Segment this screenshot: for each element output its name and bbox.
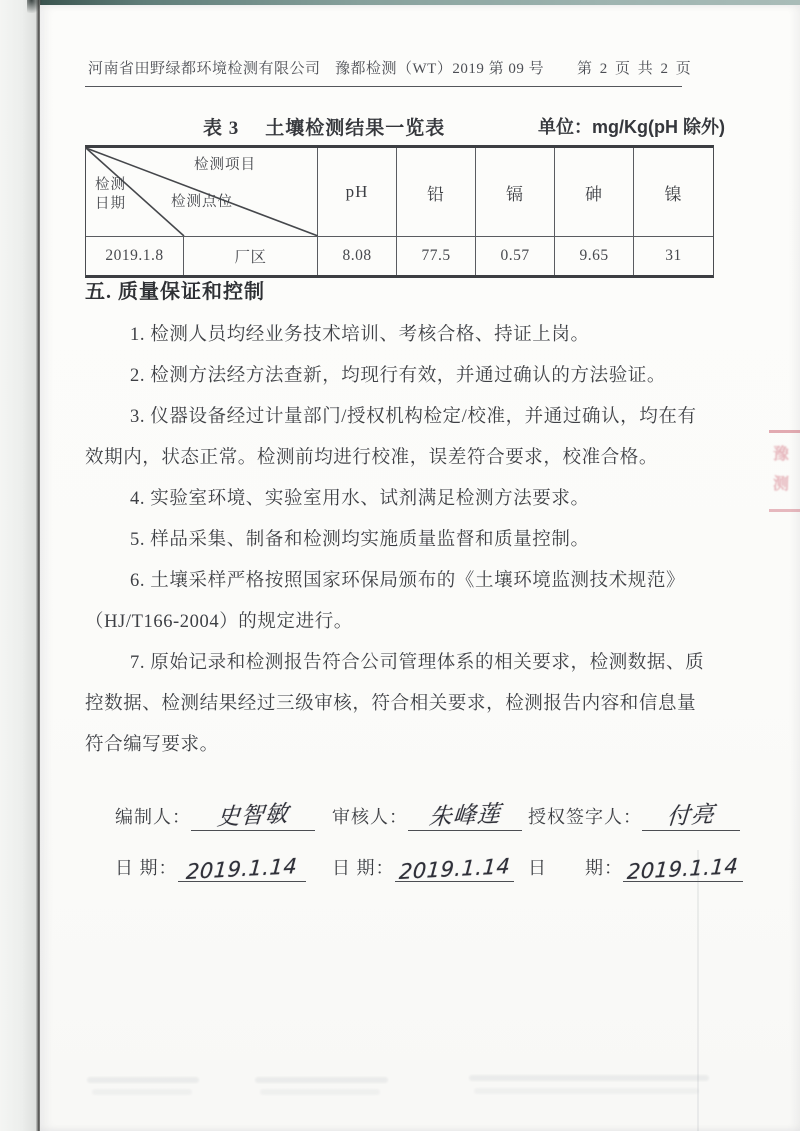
preparer-signature-line xyxy=(191,797,315,831)
cell-arsenic-value: 9.65 xyxy=(555,237,634,275)
authorizer-date-label: 日 期： xyxy=(528,858,623,878)
body-line: 效期内，状态正常。检测前均进行校准，误差符合要求，校准合格。 xyxy=(85,448,659,468)
bleedthrough-smudge xyxy=(92,1089,192,1095)
quality-section xyxy=(85,277,725,766)
authorizer-date: 2019.1.14 xyxy=(626,854,740,884)
bleedthrough-smudge xyxy=(87,1077,199,1083)
table-caption-row xyxy=(85,113,725,141)
body-line: 3. 仪器设备经过计量部门/授权机构检定/校准，并通过确认，均在有 xyxy=(130,407,697,427)
cell-location: 厂区 xyxy=(184,237,318,275)
header-rule xyxy=(85,86,682,87)
body-line: 4. 实验室环境、实验室用水、试剂满足检测方法要求。 xyxy=(130,489,590,509)
authorizer-signature-line xyxy=(642,797,740,831)
cell-ph-value: 8.08 xyxy=(318,237,397,275)
reviewer-signature: 朱峰莲 xyxy=(427,801,502,831)
reviewer-date-line xyxy=(395,854,514,884)
table-caption: 表 3 土壤检测结果一览表 xyxy=(203,118,446,139)
bleedthrough-smudge xyxy=(474,1088,699,1094)
soil-results-table xyxy=(85,145,714,278)
bleedthrough-smudge xyxy=(469,1075,709,1081)
stamp-character: 豫 xyxy=(772,445,790,464)
column-header-cadmium: 镉 xyxy=(476,148,555,237)
body-line: （HJ/T166-2004）的规定进行。 xyxy=(85,612,353,632)
document-number: 豫都检测（WT）2019 第 09 号 xyxy=(335,61,545,77)
paper-page xyxy=(40,5,800,1131)
bleedthrough-smudge xyxy=(260,1089,380,1095)
reviewer-date-label: 日 期： xyxy=(332,858,395,878)
red-stamp-fragment xyxy=(769,430,800,512)
body-line: 控数据、检测结果经过三级审核，符合相关要求，检测报告内容和信息量 xyxy=(85,694,697,714)
cell-date: 2019.1.8 xyxy=(86,237,184,275)
authorizer-label: 授权签字人： xyxy=(528,807,642,827)
body-line: 符合编写要求。 xyxy=(85,735,219,755)
signature-column-preparer xyxy=(115,795,315,897)
stamp-character: 测 xyxy=(772,475,790,494)
cell-nickel-value: 31 xyxy=(665,247,682,264)
signature-column-reviewer xyxy=(332,795,522,897)
reviewer-signature-line xyxy=(408,797,522,831)
page-number: 第 2 页 共 2 页 xyxy=(577,61,693,77)
corner-label-date: 检测 日期 xyxy=(95,177,126,212)
bleedthrough-smudge xyxy=(255,1077,388,1083)
preparer-date-label: 日 期： xyxy=(115,858,178,878)
cell-lead-value: 77.5 xyxy=(397,237,476,275)
table-corner-header xyxy=(86,148,318,237)
preparer-signature: 史智敏 xyxy=(215,801,290,831)
scanner-left-margin xyxy=(0,0,40,1131)
signature-column-authorizer xyxy=(528,795,743,897)
preparer-date-line xyxy=(178,854,306,884)
running-header xyxy=(85,57,735,81)
body-line: 2. 检测方法经方法查新，均现行有效，并通过确认的方法验证。 xyxy=(130,366,667,386)
table-unit-label: 单位：mg/Kg(pH 除外) xyxy=(538,117,725,137)
body-line: 7. 原始记录和检测报告符合公司管理体系的相关要求，检测数据、质 xyxy=(130,653,705,673)
body-line: 6. 土壤采样严格按照国家环保局颁布的《土壤环境监测技术规范》 xyxy=(130,571,686,591)
reviewer-date: 2019.1.14 xyxy=(397,854,511,884)
corner-label-point: 检测点位 xyxy=(171,194,233,210)
column-header-arsenic: 砷 xyxy=(555,148,634,237)
body-line: 5. 样品采集、制备和检测均实施质量监督和质量控制。 xyxy=(130,530,590,550)
column-header-ph: pH xyxy=(318,148,397,237)
column-header-lead: 铅 xyxy=(397,148,476,237)
section-heading: 五. 质量保证和控制 xyxy=(85,281,265,303)
preparer-label: 编制人： xyxy=(115,807,191,827)
cell-cadmium-value: 0.57 xyxy=(476,237,555,275)
authorizer-signature: 付亮 xyxy=(665,801,716,831)
corner-label-item: 检测项目 xyxy=(194,157,256,173)
body-line: 1. 检测人员均经业务技术培训、考核合格、持证上岗。 xyxy=(130,325,590,345)
column-header-nickel: 镍 xyxy=(634,148,713,237)
company-name: 河南省田野绿都环境检测有限公司 xyxy=(88,61,321,77)
reviewer-label: 审核人： xyxy=(332,807,408,827)
preparer-date: 2019.1.14 xyxy=(185,854,298,884)
authorizer-date-line xyxy=(623,854,743,884)
